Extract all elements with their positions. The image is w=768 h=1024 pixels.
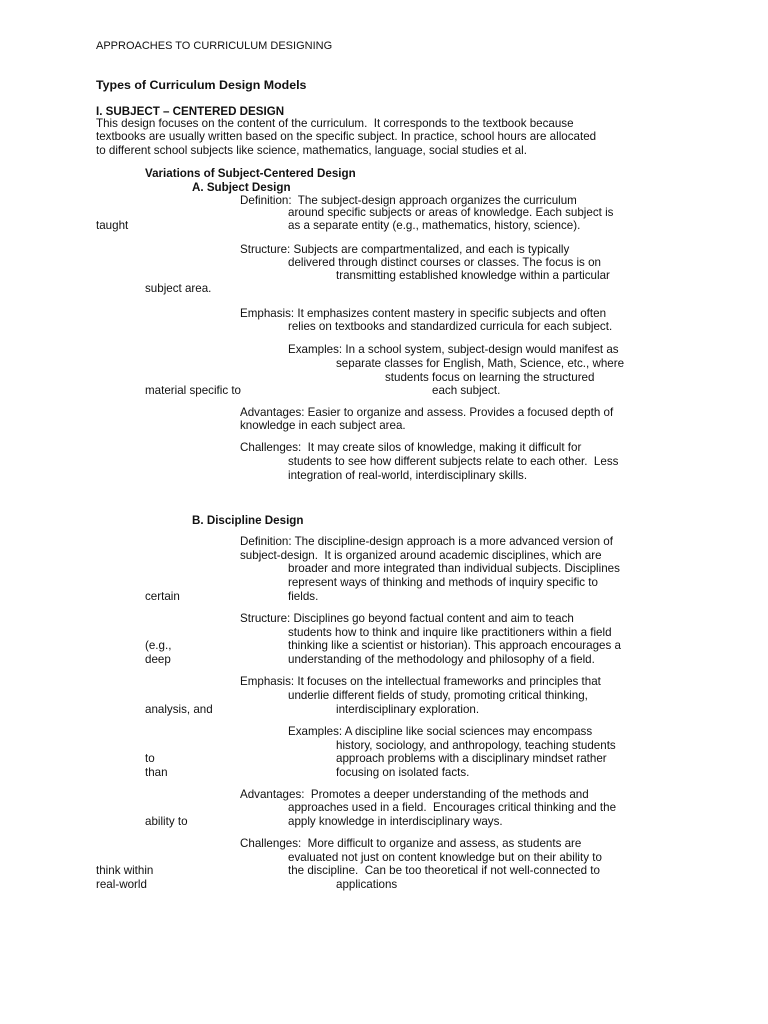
examples-line: focusing on isolated facts. bbox=[336, 766, 470, 779]
examples-line: than bbox=[145, 766, 168, 779]
structure-line: students how to think and inquire like practitioners within a field bbox=[288, 626, 612, 639]
structure-line: deep bbox=[145, 653, 171, 666]
advantages-line: Advantages: Promotes a deeper understanding of the methods and bbox=[240, 788, 589, 801]
subsection-heading: B. Discipline Design bbox=[192, 514, 304, 527]
structure-line: understanding of the methodology and philosophy of a field. bbox=[288, 653, 595, 666]
advantages-line: apply knowledge in interdisciplinary ways. bbox=[288, 815, 503, 828]
structure-line: Structure: Disciplines go beyond factual content and aim to teach bbox=[240, 612, 574, 625]
emphasis-line: Emphasis: It focuses on the intellectual frameworks and principles that bbox=[240, 675, 601, 688]
examples-line: separate classes for English, Math, Science, etc., where bbox=[336, 357, 625, 370]
advantages-line: Advantages: Easier to organize and assess. Provides a focused depth of bbox=[240, 406, 614, 419]
variations-heading: Variations of Subject-Centered Design bbox=[145, 167, 356, 180]
intro-line: to different school subjects like science, mathematics, language, social studies et al. bbox=[96, 144, 527, 157]
subsection-heading: A. Subject Design bbox=[192, 181, 291, 194]
definition-line: certain bbox=[145, 590, 180, 603]
challenges-line: think within bbox=[96, 864, 154, 877]
emphasis-line: analysis, and bbox=[145, 703, 213, 716]
structure-line: subject area. bbox=[145, 282, 212, 295]
intro-line: This design focuses on the content of the curriculum. It corresponds to the textbook because bbox=[96, 117, 574, 130]
advantages-line: ability to bbox=[145, 815, 188, 828]
structure-line: Structure: Subjects are compartmentalized, and each is typically bbox=[240, 243, 570, 256]
examples-line: each subject. bbox=[432, 384, 501, 397]
definition-line: broader and more integrated than individual subjects. Disciplines bbox=[288, 562, 620, 575]
emphasis-line: underlie different fields of study, promoting critical thinking, bbox=[288, 689, 588, 702]
definition-line: Definition: The subject-design approach organizes the curriculum bbox=[240, 194, 577, 207]
emphasis-line: interdisciplinary exploration. bbox=[336, 703, 480, 716]
challenges-line: real-world bbox=[96, 878, 147, 891]
intro-line: textbooks are usually written based on the specific subject. In practice, school hours are allocated bbox=[96, 130, 597, 143]
definition-line: fields. bbox=[288, 590, 319, 603]
definition-line: around specific subjects or areas of knowledge. Each subject is bbox=[288, 206, 614, 219]
challenges-line: students to see how different subjects relate to each other. Less bbox=[288, 455, 619, 468]
structure-line: transmitting established knowledge within a particular bbox=[336, 269, 610, 282]
examples-line: history, sociology, and anthropology, teaching students bbox=[336, 739, 616, 752]
examples-line: students focus on learning the structured bbox=[385, 371, 595, 384]
emphasis-line: Emphasis: It emphasizes content mastery in specific subjects and often bbox=[240, 307, 607, 320]
definition-line: represent ways of thinking and methods of inquiry specific to bbox=[288, 576, 598, 589]
structure-line: thinking like a scientist or historian). This approach encourages a bbox=[288, 639, 621, 652]
advantages-line: knowledge in each subject area. bbox=[240, 419, 406, 432]
running-header: APPROACHES TO CURRICULUM DESIGNING bbox=[96, 40, 333, 52]
definition-line: Definition: The discipline-design approach is a more advanced version of bbox=[240, 535, 613, 548]
challenges-line: evaluated not just on content knowledge but on their ability to bbox=[288, 851, 602, 864]
document-title: Types of Curriculum Design Models bbox=[96, 78, 307, 92]
challenges-line: Challenges: It may create silos of knowledge, making it difficult for bbox=[240, 441, 582, 454]
challenges-line: applications bbox=[336, 878, 398, 891]
structure-line: (e.g., bbox=[145, 639, 172, 652]
definition-line: as a separate entity (e.g., mathematics, history, science). bbox=[288, 219, 581, 232]
advantages-line: approaches used in a field. Encourages critical thinking and the bbox=[288, 801, 617, 814]
structure-line: delivered through distinct courses or classes. The focus is on bbox=[288, 256, 601, 269]
examples-line: approach problems with a disciplinary mindset rather bbox=[336, 752, 607, 765]
challenges-line: Challenges: More difficult to organize and assess, as students are bbox=[240, 837, 582, 850]
examples-line: Examples: A discipline like social sciences may encompass bbox=[288, 725, 593, 738]
definition-line: subject-design. It is organized around academic disciplines, which are bbox=[240, 549, 602, 562]
definition-line: taught bbox=[96, 219, 129, 232]
challenges-line: the discipline. Can be too theoretical if not well-connected to bbox=[288, 864, 600, 877]
emphasis-line: relies on textbooks and standardized curricula for each subject. bbox=[288, 320, 613, 333]
examples-line: material specific to bbox=[145, 384, 242, 397]
challenges-line: integration of real-world, interdisciplinary skills. bbox=[288, 469, 528, 482]
examples-line: to bbox=[145, 752, 155, 765]
examples-line: Examples: In a school system, subject-design would manifest as bbox=[288, 343, 619, 356]
section-heading: I. SUBJECT – CENTERED DESIGN bbox=[96, 105, 285, 118]
